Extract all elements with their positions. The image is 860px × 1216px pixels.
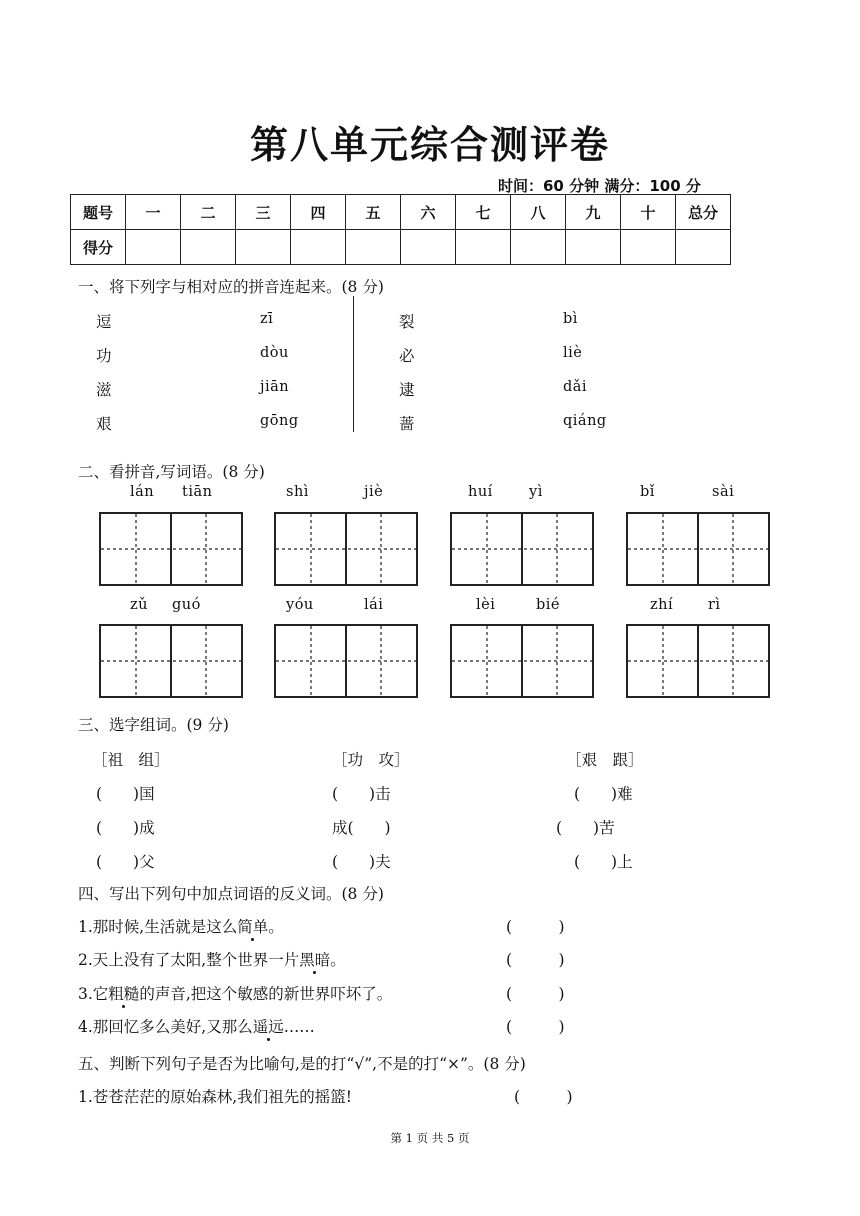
- dotted-word: 遥远: [252, 1018, 284, 1036]
- antonym-sentence: [78, 1015, 315, 1037]
- score-cell[interactable]: [566, 230, 621, 265]
- section5-heading: 五、判断下列句子是否为比喻句,是的打“√”,不是的打“×”。(8 分): [78, 1055, 526, 1073]
- match-right-char: 裂: [399, 313, 415, 331]
- score-row-label: 题号: [71, 195, 126, 230]
- choice-bracket: ［祖 组］: [92, 751, 170, 769]
- score-cell[interactable]: [456, 230, 511, 265]
- dotted-word: 简单: [237, 918, 269, 936]
- answer-blank[interactable]: ( ): [506, 1018, 565, 1036]
- writing-grid[interactable]: [99, 512, 243, 586]
- grid-pinyin: sài: [712, 484, 735, 500]
- match-right-pinyin: qiáng: [563, 413, 607, 429]
- writing-grid[interactable]: [274, 624, 418, 698]
- grid-pinyin: zǔ: [130, 597, 148, 613]
- sentence-text: 。: [268, 918, 284, 936]
- match-right-char: 蔷: [399, 415, 415, 433]
- grid-pinyin: yóu: [286, 597, 314, 613]
- time-info: 时间：60 分钟 满分：100 分: [498, 177, 701, 195]
- match-left-char: 功: [96, 347, 112, 365]
- match-left-pinyin: gōng: [260, 413, 299, 429]
- match-left-pinyin: zī: [260, 311, 274, 327]
- fill-blank[interactable]: ( )夫: [332, 853, 391, 871]
- score-cell[interactable]: [291, 230, 346, 265]
- dotted-word: 黑暗: [299, 951, 331, 969]
- sentence-text: 2.天上没有了太阳,整个世界一片: [78, 951, 300, 969]
- answer-blank[interactable]: ( ): [506, 985, 565, 1003]
- fill-blank[interactable]: ( )成: [96, 819, 155, 837]
- writing-grid[interactable]: [450, 624, 594, 698]
- grid-pinyin: zhí: [650, 597, 674, 613]
- match-left-pinyin: jiān: [260, 379, 290, 395]
- score-col: 七: [456, 195, 511, 230]
- page-title: 第八单元综合测评卷: [249, 123, 610, 167]
- dotted-word: 粗糙: [108, 985, 140, 1003]
- sentence-text: 1.那时候,生活就是这么: [78, 918, 238, 936]
- fill-blank[interactable]: 成( ): [332, 819, 391, 837]
- match-right-char: 必: [399, 347, 415, 365]
- choice-bracket: ［艰 跟］: [566, 751, 644, 769]
- match-right-pinyin: liè: [563, 345, 583, 361]
- answer-blank[interactable]: ( ): [506, 951, 565, 969]
- sentence-text: 4.那回忆多么美好,又那么: [78, 1018, 253, 1036]
- grid-pinyin: lái: [364, 597, 384, 613]
- antonym-sentence: [78, 982, 392, 1004]
- answer-blank[interactable]: ( ): [514, 1088, 573, 1106]
- score-cell[interactable]: [126, 230, 181, 265]
- section2-heading: 二、看拼音,写词语。(8 分): [78, 463, 265, 481]
- grid-pinyin: yì: [529, 484, 543, 500]
- score-table-score-row: [71, 230, 731, 265]
- grid-pinyin: guó: [172, 597, 201, 613]
- score-col: 五: [346, 195, 401, 230]
- score-table-header-row: [71, 195, 731, 230]
- grid-pinyin: rì: [708, 597, 721, 613]
- score-col: 十: [621, 195, 676, 230]
- grid-pinyin: lán: [130, 484, 155, 500]
- fill-blank[interactable]: ( )苦: [556, 819, 615, 837]
- score-col-total: 总分: [676, 195, 731, 230]
- match-left-pinyin: dòu: [260, 345, 289, 361]
- section1-divider: [353, 296, 354, 432]
- grid-pinyin: lèi: [476, 597, 496, 613]
- match-right-pinyin: dǎi: [563, 379, 588, 395]
- writing-grid[interactable]: [626, 624, 770, 698]
- writing-grid[interactable]: [450, 512, 594, 586]
- fill-blank[interactable]: ( )父: [96, 853, 155, 871]
- section4-heading: 四、写出下列句中加点词语的反义词。(8 分): [78, 885, 384, 903]
- antonym-sentence: [78, 948, 346, 970]
- sentence-text: 的声音,把这个敏感的新世界吓坏了。: [139, 985, 393, 1003]
- grid-pinyin: shì: [286, 484, 309, 500]
- antonym-sentence: [78, 915, 284, 937]
- match-right-pinyin: bì: [563, 311, 578, 327]
- fill-blank[interactable]: ( )国: [96, 785, 155, 803]
- fill-blank[interactable]: ( )上: [574, 853, 633, 871]
- score-cell[interactable]: [236, 230, 291, 265]
- fill-blank[interactable]: ( )难: [574, 785, 633, 803]
- score-col: 八: [511, 195, 566, 230]
- score-cell[interactable]: [676, 230, 731, 265]
- grid-pinyin: bié: [536, 597, 561, 613]
- grid-pinyin: bǐ: [640, 484, 655, 500]
- judge-sentence: 1.苍苍茫茫的原始森林,我们祖先的摇篮!: [78, 1088, 352, 1106]
- answer-blank[interactable]: ( ): [506, 918, 565, 936]
- score-row-label: 得分: [71, 230, 126, 265]
- score-col: 一: [126, 195, 181, 230]
- sentence-text: 。: [330, 951, 346, 969]
- score-cell[interactable]: [181, 230, 236, 265]
- choice-bracket: ［功 攻］: [332, 751, 410, 769]
- score-cell[interactable]: [401, 230, 456, 265]
- score-col: 九: [566, 195, 621, 230]
- score-col: 三: [236, 195, 291, 230]
- grid-pinyin: tiān: [182, 484, 213, 500]
- score-col: 六: [401, 195, 456, 230]
- page-footer: 第 1 页 共 5 页: [390, 1131, 470, 1145]
- grid-pinyin: jiè: [364, 484, 384, 500]
- sentence-text: ……: [283, 1018, 315, 1036]
- writing-grid[interactable]: [99, 624, 243, 698]
- match-left-char: 逗: [96, 313, 112, 331]
- sentence-text: 3.它: [78, 985, 109, 1003]
- section3-heading: 三、选字组词。(9 分): [78, 716, 229, 734]
- match-right-char: 逮: [399, 381, 415, 399]
- section1-heading: 一、将下列字与相对应的拼音连起来。(8 分): [78, 278, 384, 296]
- match-left-char: 滋: [96, 381, 112, 399]
- match-left-char: 艰: [96, 415, 112, 433]
- writing-grid[interactable]: [274, 512, 418, 586]
- writing-grid[interactable]: [626, 512, 770, 586]
- score-cell[interactable]: [346, 230, 401, 265]
- grid-pinyin: huí: [468, 484, 493, 500]
- score-cell[interactable]: [621, 230, 676, 265]
- score-cell[interactable]: [511, 230, 566, 265]
- score-table: [70, 194, 731, 265]
- fill-blank[interactable]: ( )击: [332, 785, 391, 803]
- score-col: 二: [181, 195, 236, 230]
- score-col: 四: [291, 195, 346, 230]
